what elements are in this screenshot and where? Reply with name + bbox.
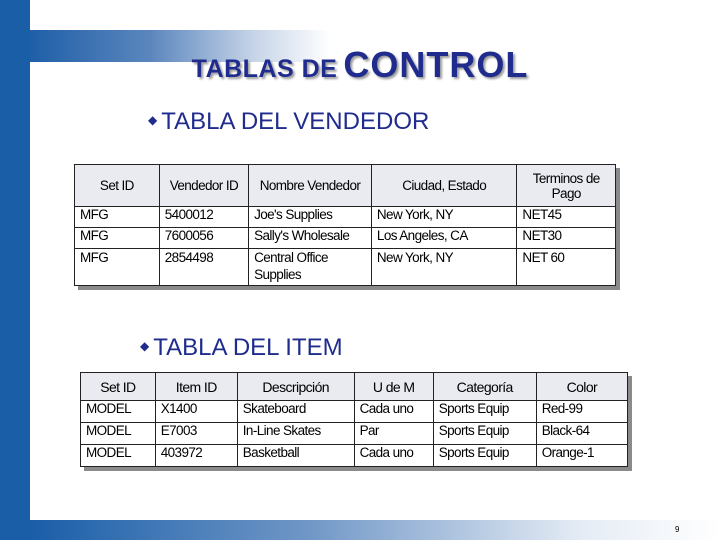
table-header-row: [75, 165, 616, 207]
table-cell: New York, NY: [371, 207, 517, 228]
table-cell: Cada uno: [354, 445, 433, 467]
table-cell: Orange-1: [536, 445, 627, 467]
column-header: Item ID: [155, 373, 237, 401]
item-table: [80, 372, 628, 467]
table-cell: E7003: [155, 423, 237, 445]
table-row: [75, 249, 616, 286]
table-row: [81, 423, 628, 445]
vendor-table-heading: [148, 108, 429, 136]
table-cell: Black-64: [536, 423, 627, 445]
vendor-heading-text: TABLA DEL VENDEDOR: [161, 108, 430, 135]
table-cell: NET45: [517, 207, 616, 228]
diamond-bullet-icon: ◆: [148, 112, 158, 127]
column-header: Vendedor ID: [159, 165, 248, 207]
table-cell: Skateboard: [237, 401, 354, 423]
table-cell: Sports Equip: [433, 445, 536, 467]
column-header: Nombre Vendedor: [249, 165, 372, 207]
table-cell: Red-99: [536, 401, 627, 423]
table-cell: Par: [354, 423, 433, 445]
table-cell: Sally's Wholesale: [249, 228, 372, 249]
table-row: [81, 445, 628, 467]
table-cell: Joe's Supplies: [249, 207, 372, 228]
column-header: Descripción: [237, 373, 354, 401]
table-cell: MODEL: [81, 445, 156, 467]
column-header: Set ID: [81, 373, 156, 401]
table-cell: New York, NY: [371, 249, 517, 286]
item-heading-text: TABLA DEL ITEM: [153, 334, 343, 361]
table-row: [81, 401, 628, 423]
footer-gradient-band: [30, 520, 720, 540]
title-part-1: TABLAS DE: [191, 55, 338, 83]
table-cell: NET30: [517, 228, 616, 249]
table-cell: X1400: [155, 401, 237, 423]
table-cell: MFG: [75, 228, 160, 249]
table-row: [75, 228, 616, 249]
column-header: Terminos de Pago: [517, 165, 616, 207]
column-header: Color: [536, 373, 627, 401]
column-header: Ciudad, Estado: [371, 165, 517, 207]
column-header: Set ID: [75, 165, 160, 207]
column-header: U de M: [354, 373, 433, 401]
table-cell: Sports Equip: [433, 401, 536, 423]
table-cell: In-Line Skates: [237, 423, 354, 445]
title-part-2: CONTROL: [343, 44, 529, 85]
table-cell: Sports Equip: [433, 423, 536, 445]
table-cell: 403972: [155, 445, 237, 467]
item-table-heading: [140, 334, 343, 362]
table-cell: NET 60: [517, 249, 616, 286]
table-cell: MODEL: [81, 423, 156, 445]
column-header: Categoría: [433, 373, 536, 401]
vendor-table: [74, 164, 616, 286]
slide-title: [0, 44, 720, 86]
page-number: 9: [675, 525, 680, 534]
table-cell: 5400012: [159, 207, 248, 228]
table-row: [75, 207, 616, 228]
table-cell: 2854498: [159, 249, 248, 286]
table-cell: Basketball: [237, 445, 354, 467]
table-cell: MFG: [75, 249, 160, 286]
table-cell: 7600056: [159, 228, 248, 249]
table-cell: Los Angeles, CA: [371, 228, 517, 249]
table-cell: MFG: [75, 207, 160, 228]
table-cell: Central Office Supplies: [249, 249, 372, 286]
table-cell: MODEL: [81, 401, 156, 423]
diamond-bullet-icon: ◆: [140, 338, 150, 353]
table-header-row: [81, 373, 628, 401]
table-cell: Cada uno: [354, 401, 433, 423]
